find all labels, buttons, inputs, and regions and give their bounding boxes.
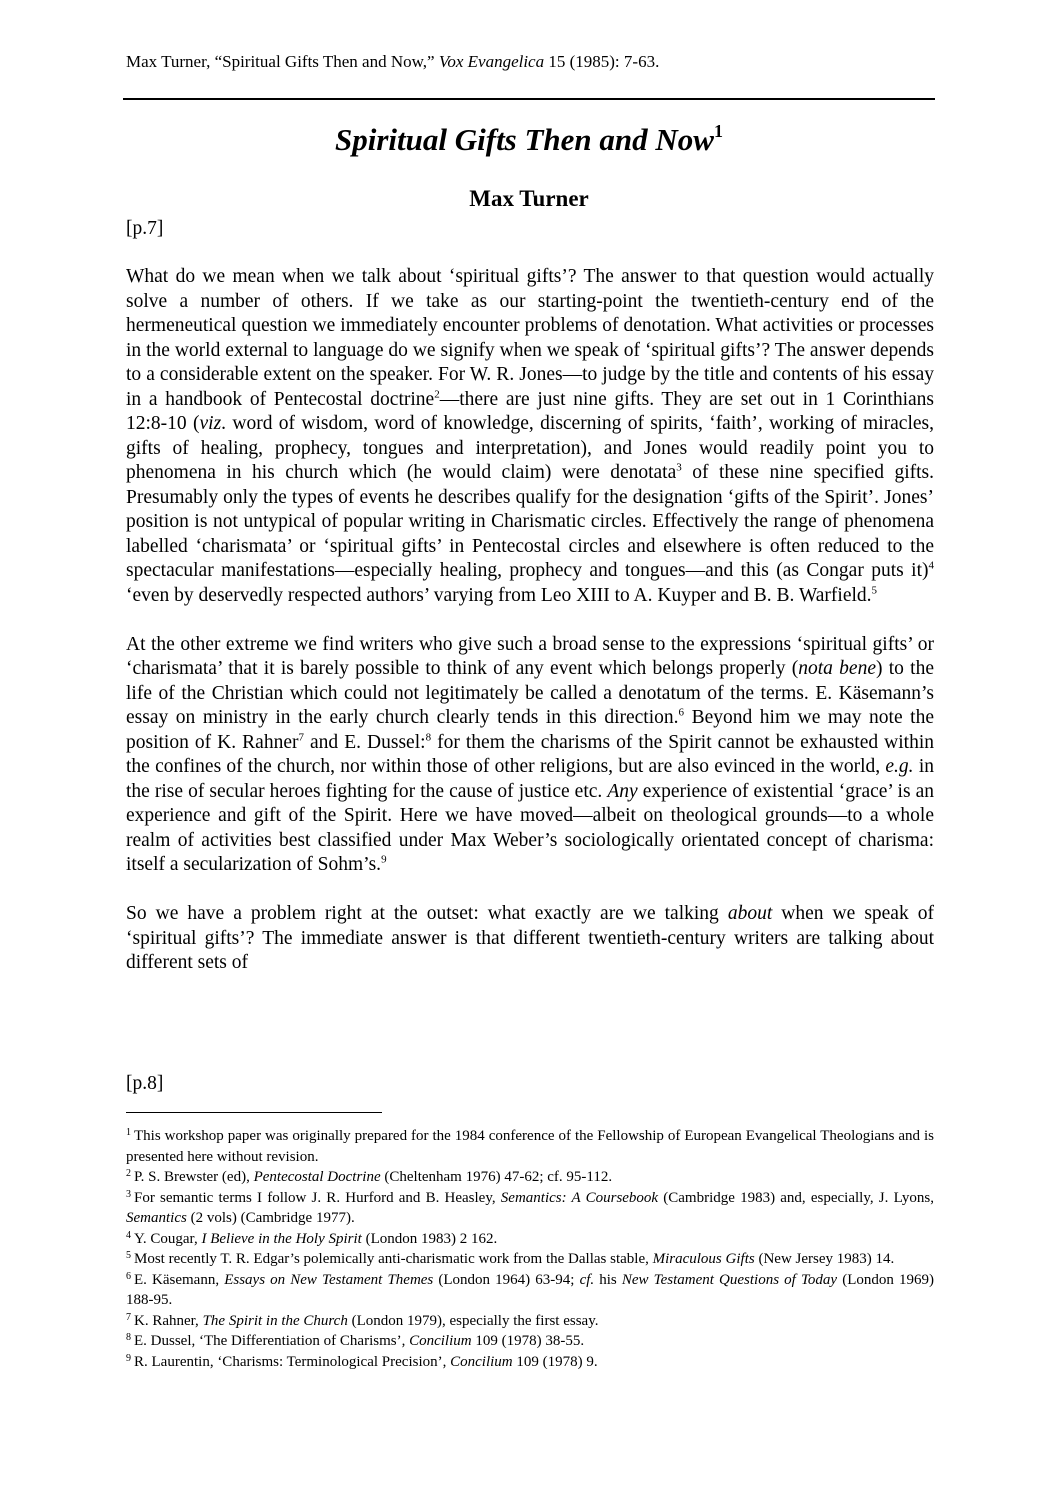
footnote-ref-9[interactable]: 9 <box>381 853 387 866</box>
footnote-4: $^4$ Y. Cougar, I Believe in the Holy Spirit (London 1983) 2 162. <box>126 1229 498 1247</box>
citation-prefix: Max Turner, “Spiritual Gifts Then and Now,” <box>126 52 439 71</box>
paragraph-3: So we have a problem right at the outset: what exactly are we talking about when we speak of ‘spiritual gifts’? The immediate answer is that different twentieth-century writers are talking about different sets of <box>126 903 934 973</box>
footnote-5: $^5$ Most recently T. R. Edgar’s polemically anti-charismatic work from the Dallas stable, Miraculous Gifts (New Jersey 1983) 14. <box>126 1250 895 1267</box>
article-body <box>126 265 934 1000</box>
footnote-9: $^9$ R. Laurentin, ‘Charisms: Terminological Precision’, Concilium 109 (1978) 9. <box>126 1352 598 1370</box>
paragraph-2: At the other extreme we find writers who give such a broad sense to the expressions ‘spiritual gifts’ or ‘charismata’ that it is barely possible to think of any event which belongs properly (nota bene) to the life of the Christian which could not legitimately be called a denotatum of the terms. E. Käsemann’s essay on ministry in the early church clearly tends in this direction.$^6$ Beyond him we may note the position of K. Rahner$^7$ and E. Dussel:$^8$ for them the charisms of the Spirit cannot be exhausted within the confines of the church, nor within those of other religions, but are also evinced in the world, e.g. in the rise of secular heroes fighting for the cause of justice etc. Any experience of existential ‘grace’ is an experience and gift of the Spirit. Here we have moved—albeit on theological grounds—to a whole realm of activities best classified under Max Weber’s sociologically orientated concept of charisma: itself a secularization of Sohm’s.$^9$ <box>126 633 935 875</box>
paragraph-1: What do we mean when we talk about ‘spiritual gifts’? The answer to that question would actually solve a number of others. If we take as our starting-point the twentieth-century end of the hermeneutical question we immediately encounter problems of denotation. What activities or processes in the world external to language do we signify when we speak of ‘spiritual gifts’? The answer depends to a considerable extent on the speaker. For W. R. Jones—to judge by the title and contents of his essay in a handbook of Pentecostal doctrine$^2$—there are just nine gifts. They are set out in 1 Corinthians 12:8-10 (viz. word of wisdom, word of knowledge, discerning of spirits, ‘faith’, working of miracles, gifts of healing, prophecy, tongues and interpretation), and Jones would readily point you to phenomena in his church which (he would claim) were denotata$^3$ of these nine specified gifts. Presumably only the types of events he describes qualify for the designation ‘gifts of the Spirit’. Jones’ position is not untypical of popular writing in Charismatic circles. Effectively the range of phenomena labelled ‘charismata’ or ‘spiritual gifts’ in Pentecostal circles and elsewhere is often reduced to the spectacular manifestations—especially healing, prophecy and tongues—and this (as Congar puts it)$^4$ ‘even by deservedly respected authors’ varying from Leo XIII to A. Kuyper and B. B. Warfield.$^5$ <box>126 266 934 606</box>
footnote-ref-2[interactable]: 2 <box>434 388 440 400</box>
article-author: Max Turner <box>469 186 589 211</box>
footnote-ref-3[interactable]: 3 <box>676 461 682 474</box>
page-marker-top: [p.7] <box>126 218 164 239</box>
footnote-ref-5[interactable]: 5 <box>871 584 878 596</box>
page-marker-bottom: [p.8] <box>126 1073 164 1094</box>
footnotes <box>126 1126 934 1372</box>
citation-suffix: 15 (1985): 7-63. <box>544 52 660 71</box>
footnote-ref-8[interactable]: 8 <box>425 731 432 743</box>
footnote-1: $^1$ This workshop paper was originally prepared for the 1984 conference of the Fellowship of European Evangelical Theologians and is presented here without revision. <box>126 1127 934 1165</box>
footnote-ref-6[interactable]: 6 <box>678 706 685 719</box>
header-rule <box>123 98 935 100</box>
article-title-text: Spiritual Gifts Then and Now <box>335 122 714 157</box>
title-footnote-ref[interactable]: 1 <box>713 120 723 141</box>
footnote-7: $^7$ K. Rahner, The Spirit in the Church (London 1979), especially the first essay. <box>126 1311 599 1329</box>
citation-header <box>126 52 659 72</box>
footnote-3: $^3$ For semantic terms I follow J. R. Hurford and B. Heasley, Semantics: A Coursebook (Cambridge 1983) and, especially, J. Lyons, Semantics (2 vols) (Cambridge 1977). <box>126 1188 934 1226</box>
citation-journal: Vox Evangelica <box>438 52 545 71</box>
footnote-2: $^2$ P. S. Brewster (ed), Pentecostal Doctrine (Cheltenham 1976) 47-62; cf. 95-112. <box>126 1168 613 1185</box>
footnote-ref-4[interactable]: 4 <box>928 559 934 572</box>
footnote-ref-7[interactable]: 7 <box>298 731 304 743</box>
footnote-6: $^6$ E. Käsemann, Essays on New Testament Themes (London 1964) 63-94; cf. his New Testament Questions of Today (London 1969) 188-95. <box>126 1270 934 1308</box>
article-title <box>123 122 935 158</box>
footnote-8: $^8$ E. Dussel, ‘The Differentiation of Charisms’, Concilium 109 (1978) 38-55. <box>126 1332 585 1349</box>
footnote-rule <box>126 1112 382 1113</box>
